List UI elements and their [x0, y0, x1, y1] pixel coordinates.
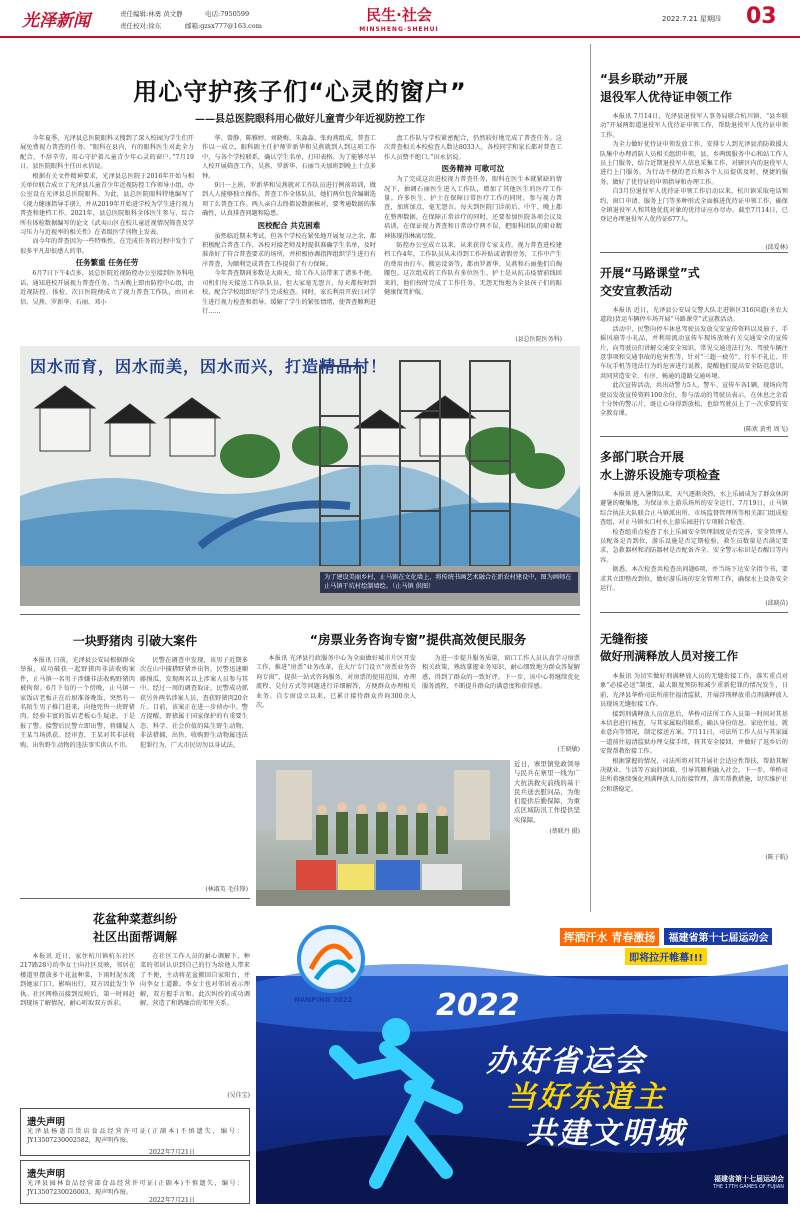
lead-col2-para1: 华、曾静、陈雅婷、刘晓梅、朱淼淼、张海燕组成。普查工作以一成立，眼科副主任护师罗新华和吴燕就到人到这项工作中，与各个学校联系，确认学生名单，打印表格。为了能够尽早人校开展筛查工作，吴燕、罗新华、石丽当天加班到晚上十点多钟。 [202, 135, 376, 180]
notice-date: 2022年7月21日 [149, 1149, 196, 1156]
divider [600, 252, 788, 253]
masthead [0, 0, 800, 38]
release-headline-2: 做好刑满释放人员对接工作 [600, 649, 738, 663]
traffic-byline: (陈欢 黄勇 周飞) [743, 426, 788, 433]
lead-subhead-2: 医校配合 共克困难 [257, 220, 321, 230]
flowerpot-para2: 在社区工作人员的耐心调解下，种菜的邻居认识到自己的行为给他人带来了不便，主动将花盆搬回自家阳台，并向李女士道歉。李女士也对邻居表示理解，双方握手言和。此次纠纷的成功调解，营造了和谐融洽的邻里关系。 [140, 953, 250, 1008]
veteran-headline-1: “县乡联动”开展 [600, 72, 688, 86]
mural-photo [20, 346, 580, 606]
veteran-para2: 为全力做好优待证申领发放工作，安排专人到光泽县消防救援大队集中办理消防人员相关组织申领，县、乡两级服务中心和站工作人员上门服务，结合近期退役军人信息采集工作，对辖区内的退役军人进行上门服务，为行动不便的老兵和各个人员提供及时、便捷的服务，做好了优待证的申领指导和办理工作。 [600, 141, 788, 186]
release-body [600, 672, 788, 850]
poster-footer [676, 1174, 784, 1190]
traffic-para1: 本报讯 近日，光泽县公安局交警大队走进镇区316国道(圣农大道段)货运车辆停车场开展“马路课堂”式宣教活动。 [600, 307, 788, 324]
water-para3: 据悉，本次检查共检查出问题6项，并当场下达安全指令书，要求其立即整改到位，做好游乐场的安全管理工作，确保水上设备安全运行。 [600, 566, 788, 593]
lead-col2-para3: 虽然临近期末考试，但各个学校在紧张地开展复习之余，都积极配合普查工作，各校对接老师及时提供准确学生名单，及时准备好了符合普查要求的场所，并积极协调指挥组织学生进行有序普查，为顺利完成普查工作提供了有力保障。 [202, 232, 376, 268]
lead-byline: (县总医院医务科) [515, 336, 562, 343]
poster-slogan-line-2: 福建省第十七届运动会 [664, 928, 772, 945]
notice-title: 遗失声明 [27, 1169, 66, 1180]
housing-para1: 本报讯 光泽县行政服务中心为全面做好城市片区开发工作，推进“房票”业务改革，在大厅专门设立“房票业务咨询专窗”，提供一站式咨询服务，对房票的使用范围、办理流程、兑付方式等问题进行详细解答，方便群众办理相关业务。自专窗设立以来，已累计接待群众咨询300余人次。 [256, 655, 416, 710]
water-headline-2: 水上游乐设施专项检查 [600, 468, 721, 482]
militia-credit: (蔡联丹 摄) [549, 828, 580, 836]
veteran-body [600, 112, 788, 242]
traffic-para2: 活动中，民警向停车休息驾驶员发放交安宣传资料以及扇子、手摇风扇等小礼品，并利用流动宣传车现场放映有关交通安全的宣传片，向驾驶员们讲解交通安全知识、常见交通违法行为、驾驶车辆注意事项和交通事故的危害性等，针对“三超一疲劳”、行车不礼让、开车玩手机等违法行为的危害进行说教，提醒他们提高安全防范意识，共同营造安全、有序、畅通的道路交通环境。 [600, 325, 788, 380]
mural-banner-text: 因水而育，因水而美，因水而兴，打造精品村！ [30, 357, 388, 376]
veteran-para1: 本报讯 7月14日，光泽县退役军人事务局联合杭川镇、“县乡联动”开展两街道退役军人优待证申领工作，帮助退役军人优待证申领工作。 [600, 113, 788, 139]
release-byline: (陈子航) [765, 854, 788, 861]
section-title: 民生·社会 [366, 6, 432, 24]
traffic-body [600, 306, 788, 424]
pig-para2: 民警在调查中发现，该男子近期多次在山中捕猎野猪并出售，民警迅速顺藤摸瓜，发现两名以上涉案人员参与其中。经过一周的调查取证，民警成功抓获另外两名涉案人员，查获野猪肉20余斤。目前，该案正在进一步侦办中。警方提醒，野猪属于国家保护的有重要生态、科学、社会价值的陆生野生动物，非法猎捕、出售、收购野生动物属违法犯罪行为，广大市民切勿以身试法。 [140, 657, 248, 749]
mural-illustration [20, 346, 580, 606]
water-body [600, 490, 788, 596]
traffic-headline-2: 交安宣教活动 [600, 284, 673, 298]
newspaper-logo: 光泽新闻 [22, 11, 90, 31]
flowerpot-col-1 [20, 952, 135, 1102]
page-number: 03 [746, 4, 777, 29]
veteran-headline-2: 退役军人优待证申领工作 [600, 90, 733, 104]
poster-slogan-line-3: 即将拉开帷幕!!! [625, 948, 707, 965]
lost-notice-1 [20, 1108, 250, 1156]
poster-year: 2022 [436, 988, 520, 1023]
lead-col-3 [384, 134, 562, 334]
water-para2: 检查组重点检查了水上乐园安全管理制度是否完善，安全管理人员配备是否到位，游乐设施是否定期检验，救生员数量是否满足要求，急救器材和消防器材是否配备齐全、安全警示标识是否醒目等内容。 [600, 528, 788, 564]
militia-illustration [256, 760, 510, 906]
poster-footer-cn: 福建省第十七届运动会 [714, 1175, 784, 1183]
lead-col3-para3: 防控办公室成立以来，从来获得专家支持。视力普查进校建档工作4年，工作队员从未得到工作补贴或请假旁务，工作中产生的费用由打车、搬运设备等，都由罗新华、吴燕和石丽他们自掏腰包。这次组成的工作队有多位医生、护士是从抗击疫情前线回来的，他们按时完成了工作任务，无怨无悔地为全县孩子们的眼健康保驾护航。 [384, 242, 562, 297]
lead-subhead-3: 医务精神 可歌可泣 [441, 164, 505, 174]
divider [20, 614, 580, 615]
poster-footer-en: THE 17TH GAMES OF FUJIAN [713, 1184, 784, 1190]
flowerpot-byline: (吴佳宝) [227, 1092, 250, 1099]
release-para2: 接到刑满释放人员信息后，华桥司法所工作人员第一时间对其基本信息进行核查，与其家属取得联系，确认身份信息、家庭住址、就业意向等情况，制定接送方案。7月11日，司法所工作人员与其家属一道前往福清监狱办理交接手续，将其安全接回，并做好了返乡后的安置帮教衔接工作。 [600, 710, 788, 756]
pig-headline: 一块野猪肉 引破大案件 [72, 634, 198, 648]
section-pinyin: MINSHENG·SHEHUI [359, 26, 439, 33]
lead-col-1 [20, 134, 194, 344]
lead-col1-para1: 今年夏季，光泽县总医院眼科又搜到了深入校园为学生们开展免费视力普查的任务。“眼科在县内，有的眼科医生对此全力配合，不辞辛劳，用心守护着儿童青少年心灵的窗户。”7月19日，县医院眼科主任田永信说。 [20, 135, 194, 171]
lead-col2-para2: 9日一上班，罗新华和吴燕就对工作队员进行例前培训，做到人人能够独立操作。普查工作全体队员，她们两位包含编辑选项了么普查工作。两人亲自去终都说数据核对，要考通数据的准确性，认真排查问题和隐患。 [202, 182, 376, 218]
flowerpot-headline-2: 社区出面帮调解 [92, 930, 177, 944]
divider [600, 436, 788, 437]
release-para1: 本报讯 为切实做好刑满释放人员的无缝衔接工作，落实重点对象“必接必送”制度，最大限度预防和减少重新犯罪的情况发生，日前，光泽县华桥司法所前往福清监狱，开展涉刑释放重点刑满释放人员现场无缝衔接工作。 [600, 673, 788, 709]
housing-headline: “房票业务咨询专窗”提供高效便民服务 [309, 632, 527, 647]
email-line: 邮箱:gzsx777@163.com [185, 22, 262, 30]
notice-title: 遗失声明 [27, 1117, 66, 1128]
water-para1: 本报讯 进入暑期以来，天气逐渐炎热，水上乐园成为了群众休闲避暑的聚集地，为保证水上游乐场所的安全运行，7月19日，止马镇综合执法大队联合止马镇派出所、市场监督管理所等相关部门组成检查组，对止马镇水口村水上游乐园进行专项联合检查。 [600, 491, 788, 527]
poster-big-line-2: 当好东道主 [506, 1080, 666, 1115]
housing-para2: 为进一步提升服务质量，窗口工作人员认真学习房票相关政策，熟练掌握业务知识，耐心细致地为群众答疑解惑，得到了群众的一致好评。下一步，该中心将继续优化服务流程，不断提升群众的满意度和获得感。 [422, 655, 580, 691]
housing-col-2 [422, 654, 580, 744]
lead-col2-para4: 今年普查期间多数是大雨天，给工作人员带来了诸多不便。司机们每天接送工作队队员，但大家毫无怨言，每天都按时到校，配合学校组织好学生完成检查。同时，家长利用开放日对学生进行视力检查和指导，缓解了学生的紧张情绪，使普查顺利进行…… [202, 270, 376, 315]
veteran-para3: 自3月份退役军人优待证申领工作启动以来，杭川镇采取电话预约、窗口申请、服务上门等多种形式全面推进优待证申领工作，确保全镇退役军人和其他优抚对象的优待证应办尽办。截至7月14日，已登记办理退役军人优待证677人。 [600, 188, 788, 224]
proof-line: 责任校对:徐东 [120, 22, 162, 30]
poster-logo-caption: NANPING 2022 [294, 996, 353, 1004]
traffic-headline-1: 开展“马路课堂”式 [600, 266, 700, 280]
lead-col1-para2: 根据有关文件精神要求，光泽县总医院于2016年开始与相关单位联合成立了光泽县儿童青少年近视防控工作领导小组，办公室设在光泽县总医院眼科。为此，县总医院眼科特地编写了《视力健康指导手册》，并从2019年开始进学校为学生进行视力普查和建档工作。2021年，县总医院眼科全体医生参与、综合所有体检数据编写的论文《武夷山区在校儿童近视情况筛查及学习压力与近视率的相关性》在省级医学刊物上发表。 [20, 172, 194, 237]
issue-date: 2022.7.21 星期四 [662, 15, 721, 23]
poster-slogan-small [556, 926, 776, 965]
editor-line: 责任编辑:林勇 黄文静 [120, 10, 183, 18]
veteran-byline: (邱爱林) [765, 244, 788, 251]
militia-caption-text: 近日，寨里镇党政领导与民兵在寨里一线为广大抗洪救灾前线的基干民兵送去慰问品，为他们提供后勤保障，为重点区域防汛工作提供坚实保障。 [514, 760, 580, 824]
notice-date: 2022年7月21日 [149, 1197, 196, 1204]
flowerpot-headline-1: 花盆种菜惹纠纷 [92, 912, 177, 926]
housing-byline: (王晓敏) [557, 746, 580, 753]
lead-col-2 [202, 134, 376, 344]
flowerpot-para1: 本报讯 近日，家住杭川镇杭东社区217路28号的李女士向社区反映，邻居在楼道里摆放多个花盆种菜，下雨时泥水流到她家门口，影响出行，双方因此发生争执。社区网格员接到反映后，第一时间赶到现场了解情况，耐心听取双方诉求。 [20, 953, 135, 1008]
poster-big-line-3: 共建文明城 [526, 1116, 686, 1151]
pig-col-1 [20, 656, 135, 884]
pig-byline: (林淑英 毛佳锋) [205, 886, 248, 893]
divider [600, 612, 788, 613]
section-banner [340, 4, 458, 33]
divider [20, 898, 250, 899]
poster-slogan-line-1: 挥洒汗水 青春激扬 [560, 928, 660, 946]
lead-subhead-1: 任务繁重 任务任劳 [75, 258, 139, 268]
poster-big-line-1: 办好省运会 [486, 1044, 646, 1079]
water-byline: (邱晓苗) [765, 600, 788, 607]
mural-caption: 为了建设美丽乡村，止马镇在文化墙上，将传统书画艺术融合在新农村建设中，图为画师在止马镇干坑村绘制墙绘。（止马镇 供图） [320, 572, 578, 593]
phone-line: 电话:7950599 [205, 10, 250, 18]
militia-photo [256, 760, 510, 906]
pig-col-2 [140, 656, 248, 884]
lead-col1-para3: 而今年的普查因为一些特殊性，在完成任务的过程中发生了很多平凡却很感人的事。 [20, 238, 194, 255]
militia-caption [514, 760, 580, 900]
pig-para1: 本报讯 日前，光泽县公安局根据群众举报，成功破获一起野猪肉非法收购案件，止马镇一名男子涉嫌非法收购野猪肉被拘留。6月下旬的一个傍晚，止马镇一家饭店老板正在后厨准备晚饭，突然有一名陌生男子推门进来，向他兜售一块野猪肉。经验丰富的饭店老板心生疑虑，于是报了警。接警后民警立即出警，将嫌疑人王某当场抓获。经审查，王某对其非法收购、出售野生动物的违法事实供认不讳。 [20, 657, 135, 749]
release-headline-1: 无缝衔接 [600, 632, 649, 646]
water-headline-1: 多部门联合开展 [600, 450, 685, 464]
notice-body: 光泽县杨惠百货店食品经营许可证(正副本)不慎遗失，编号：JY13507230002582，现声明作废。 [27, 1128, 243, 1144]
games-poster [256, 912, 788, 1204]
games-logo-icon [299, 927, 363, 991]
lost-notice-2 [20, 1160, 250, 1204]
lead-subtitle: ——县总医院眼科用心做好儿童青少年近视防控工作 [195, 114, 425, 125]
release-para3: 根据掌握的情况，司法所将对其开展社会适应性帮扶，帮助其解决就业、生活等方面的困难，引导其顺利融入社会。下一步，华桥司法所将继续强化刑满释放人员衔接管理，落实帮教措施，切实维护社会和谐稳定。 [600, 757, 788, 793]
lead-col3-para2: 为了完成这次进校视力普查任务，眼科在医生本就紧缺的情况下，抽调石丽医生进入工作队，增加了其他医生的医疗工作量。许多医生、护士在保障日常医疗工作的同时，参与视力普查，加班加点，毫无怨言。每天到医院门诊前后、中午、晚上都在整理数据，在保障正常诊疗的同时，还要参加医院各项会议及培训，在保证视力普查和日常诊疗两不误，把眼科团队的职业精神体现得淋漓尽致。 [384, 176, 562, 240]
lead-headline: 用心守护孩子们“心灵的窗户” [133, 78, 467, 106]
notice-body: 光泽县园林食品经营部食品经营许可证(正副本)不慎遗失，编号：JY13507230026003，现声明作废。 [27, 1180, 243, 1196]
housing-col-1 [256, 654, 416, 750]
traffic-para3: 此次宣传活动，共出动警力5人，警车、宣传车各1辆，现场向驾驶员发放宣传资料100余份，参与活动的驾驶员表示，在休息之余看十分钟的警示片，既让心身得到放松，也给驾驶员上了一次重要的安全教育课。 [600, 382, 788, 418]
lead-col1-para4: 6月7日下午4点多，县总医院近视防控办公室接到医务科电话，通知进校开展视力普查任务。当天晚上即由防控中心组，由近视防控、体检、次日医院便成立了视力普查工作队，由田永信、吴燕、罗新华、石丽、邓小 [20, 270, 194, 306]
flowerpot-col-2 [140, 952, 250, 1092]
lead-col3-para1: 盘工作队与学校紧密配合，仍然较好地完成了普查任务。这次普查相关本校检查人数达8033人，各校同学和家长都对普查工作人员赞不绝口。”田永信说。 [384, 135, 562, 161]
